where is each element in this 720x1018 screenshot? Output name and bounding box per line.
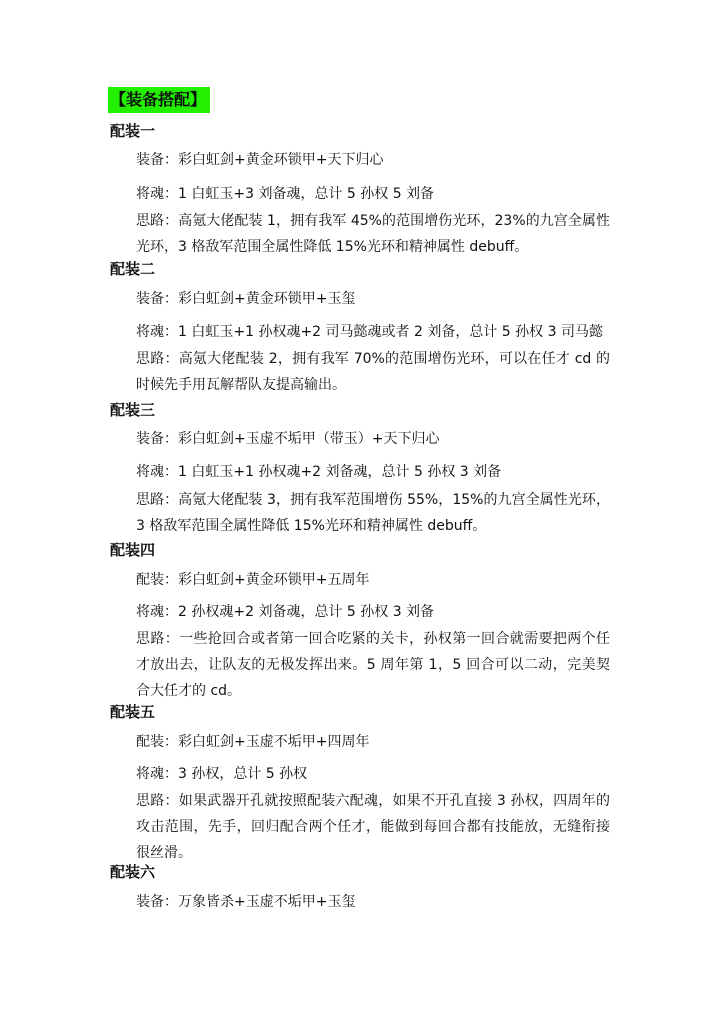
section-heading: 配装二 [110,260,156,278]
section-heading: 配装一 [110,122,156,140]
section-heading: 配装五 [110,703,156,721]
equipment-line: 装备：彩白虹剑+黄金环锁甲+玉玺 [136,291,356,307]
strategy-paragraph: 思路：高氪大佬配装 1，拥有我军 45%的范围增伤光环，23%的九宫全属性光环，3 格敌军范围全属性降低 15%光环和精神属性 debuff。 [136,213,610,255]
equipment-line: 装备：彩白虹剑+玉虚不垢甲（带玉）+天下归心 [136,431,440,447]
equipment-line: 装备：万象皆杀+玉虚不垢甲+玉玺 [136,894,356,910]
strategy-paragraph: 思路：一些抢回合或者第一回合吃紧的关卡，孙权第一回合就需要把两个任才放出去，让队友的无极发挥出来。5 周年第 1，5 回合可以二动，完美契合大任才的 cd。 [136,631,610,699]
strategy-paragraph: 思路：高氪大佬配装 3，拥有我军范围增伤 55%，15%的九宫全属性光环，3 格敌军范围全属性降低 15%光环和精神属性 debuff。 [136,492,610,534]
soul-line: 将魂：2 孙权魂+2 刘备魂，总计 5 孙权 3 刘备 [136,604,435,620]
section-heading: 配装三 [110,401,156,419]
soul-line: 将魂：1 白虹玉+1 孙权魂+2 司马懿魂或者 2 刘备，总计 5 孙权 3 司马懿 [136,324,603,340]
soul-line: 将魂：1 白虹玉+3 刘备魂，总计 5 孙权 5 刘备 [136,186,435,202]
soul-line: 将魂：3 孙权，总计 5 孙权 [136,766,308,782]
page-title: 【装备搭配】 [108,87,210,113]
soul-line: 将魂：1 白虹玉+1 孙权魂+2 刘备魂，总计 5 孙权 3 刘备 [136,464,502,480]
section-heading: 配装六 [110,863,156,881]
equipment-line: 装备：彩白虹剑+黄金环锁甲+天下归心 [136,152,384,168]
strategy-paragraph: 思路：如果武器开孔就按照配装六配魂，如果不开孔直接 3 孙权，四周年的攻击范围，先手，回归配合两个任才，能做到每回合都有技能放，无缝衔接很丝滑。 [136,793,610,861]
equipment-line: 配装：彩白虹剑+黄金环锁甲+五周年 [136,572,370,588]
equipment-line: 配装：彩白虹剑+玉虚不垢甲+四周年 [136,734,370,750]
section-heading: 配装四 [110,541,156,559]
strategy-paragraph: 思路：高氪大佬配装 2，拥有我军 70%的范围增伤光环，可以在任才 cd 的时候先手用瓦解帮队友提高输出。 [136,351,610,393]
